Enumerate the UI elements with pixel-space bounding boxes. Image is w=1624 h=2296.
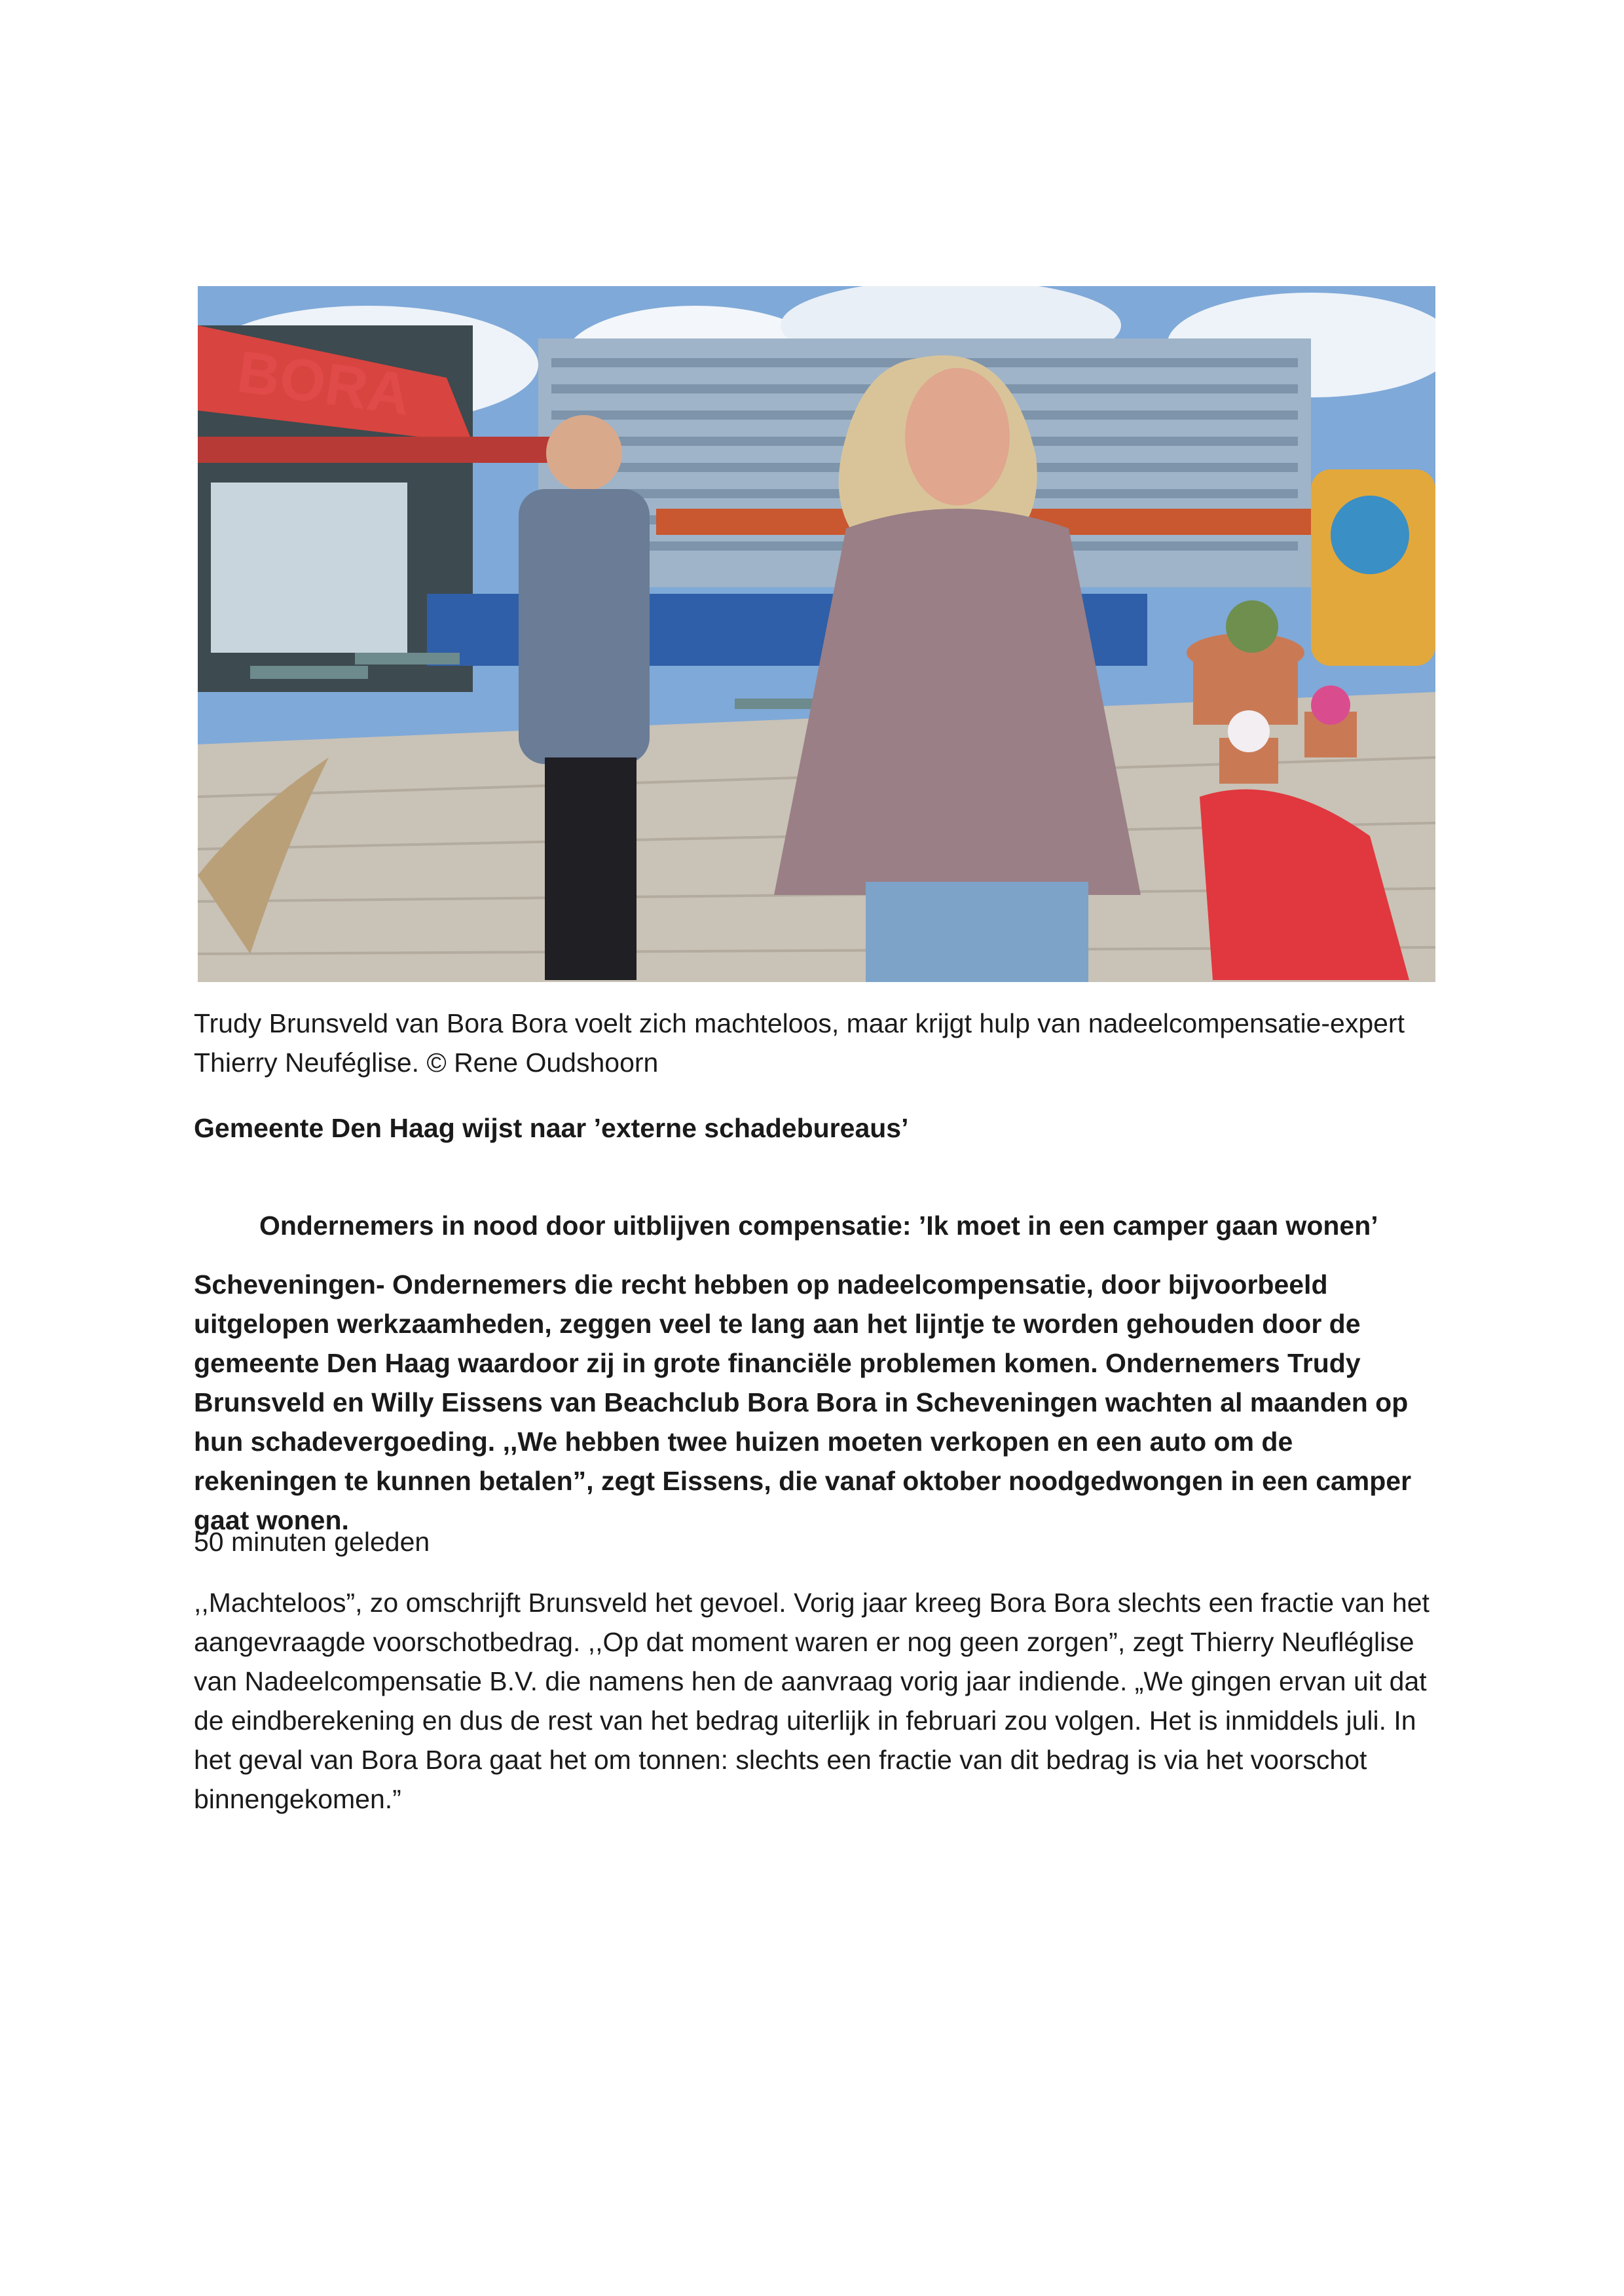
article-headline: Ondernemers in nood door uitblijven compensatie: ’Ik moet in een camper gaan wonen’	[259, 1211, 1378, 1241]
photo-caption: Trudy Brunsveld van Bora Bora voelt zich machteloos, maar krijgt hulp van nadeelcompensatie-expert Thierry Neuféglise. © Rene Oudshoorn	[194, 1008, 1405, 1078]
article-photo	[198, 286, 1435, 982]
article-body: ,,Machteloos”, zo omschrijft Brunsveld het gevoel. Vorig jaar kreeg Bora Bora slechts een fractie van het aangevraagde voorschotbedrag. ,,Op dat moment waren er nog geen zorgen”, zegt Thierry Neufléglise van Nadeelcompensatie B.V. die namens hen de aanvraag vorig jaar indiende. „We gingen ervan uit dat de eindberekening en dus de rest van het bedrag uiterlijk in februari zou volgen. Het is inmiddels juli. In het geval van Bora Bora gaat het om tonnen: slechts een fractie van dit bedrag is via het voorschot binnengekomen.”	[194, 1588, 1430, 1814]
article-subhead: Gemeente Den Haag wijst naar ’externe schadebureaus’	[194, 1113, 909, 1143]
photo-illustration	[198, 286, 1435, 982]
article-lead: Scheveningen- Ondernemers die recht hebben op nadeelcompensatie, door bijvoorbeeld uitgelopen werkzaamheden, zeggen veel te lang aan het lijntje te worden gehouden door de gemeente Den Haag waardoor zij in grote financiële problemen komen. Ondernemers Trudy Brunsveld en Willy Eissens van Beachclub Bora Bora in Scheveningen wachten al maanden op hun schadevergoeding. ,,We hebben twee huizen moeten verkopen en een auto om de rekeningen te kunnen betalen”, zegt Eissens, die vanaf oktober noodgedwongen in een camper gaat wonen.	[194, 1269, 1412, 1535]
article-timestamp: 50 minuten geleden	[194, 1527, 430, 1557]
bora-sign: BORA	[233, 339, 415, 428]
